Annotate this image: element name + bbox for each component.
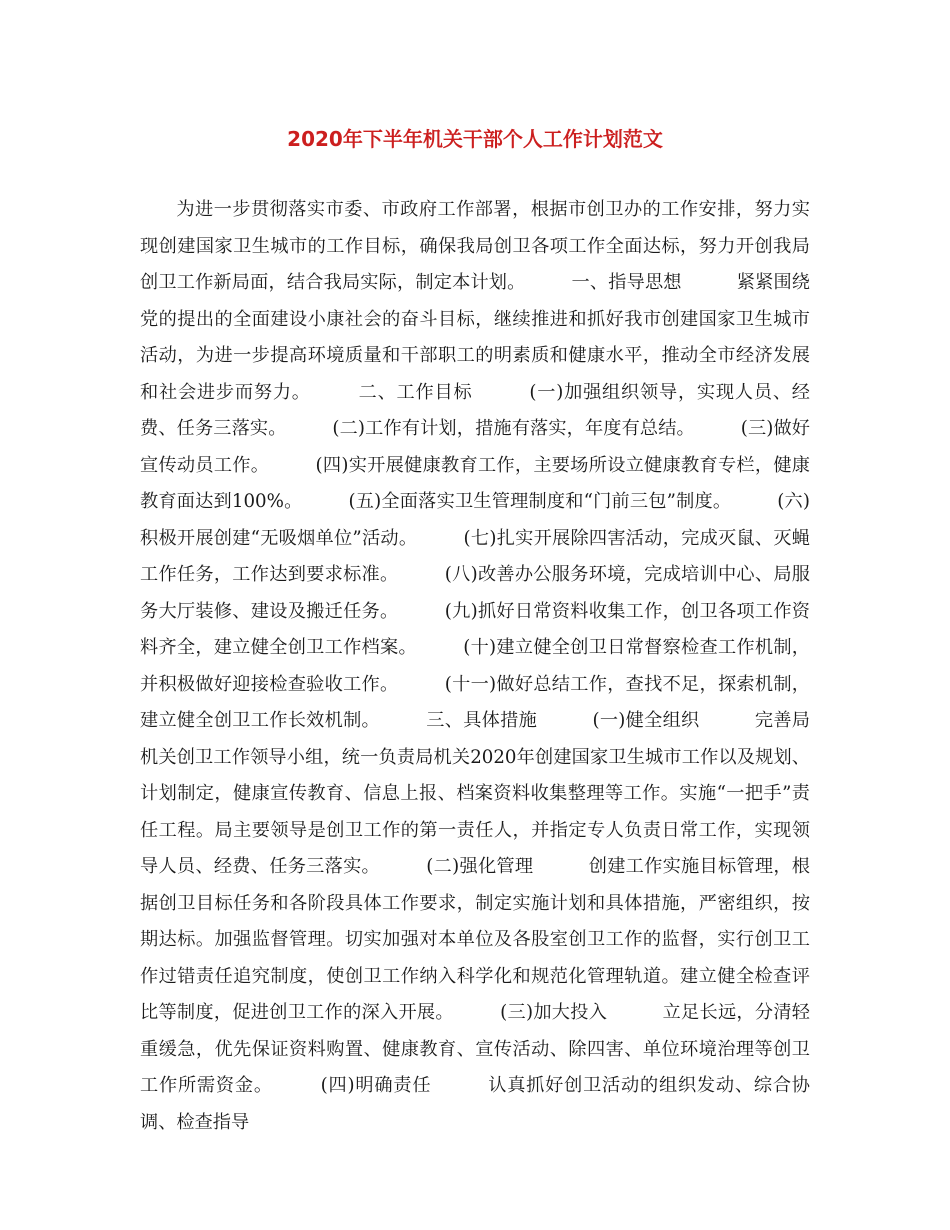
document-body: 为进一步贯彻落实市委、市政府工作部署，根据市创卫办的工作安排，努力实现创建国家卫生城市的工作目标，确保我局创卫各项工作全面达标，努力开创我局创卫工作新局面，结合我局实际，制定本计划。 一、指导思想 紧紧围绕党的提出的全面建设小康社会的奋斗目标，继续推进和抓好我市创建国家卫生城市活动，为进一步提高环境质量和干部职工的明素质和健康水平，推动全市经济发展和社会进步而努力。 二、工作目标 (一)加强组织领导，实现人员、经费、任务三落实。 (二)工作有计划，措施有落实，年度有总结。 (三)做好宣传动员工作。 (四)实开展健康教育工作，主要场所设立健康教育专栏，健康教育面达到100%。 (五)全面落实卫生管理制度和“门前三包”制度。 (六)积极开展创建“无吸烟单位”活动。 (七)扎实开展除四害活动，完成灭鼠、灭蝇工作任务，工作达到要求标准。 (八)改善办公服务环境，完成培训中心、局服务大厅装修、建设及搬迁任务。 (九)抓好日常资料收集工作，创卫各项工作资料齐全，建立健全创卫工作档案。 (十)建立健全创卫日常督察检查工作机制，并积极做好迎接检查验收工作。 (十一)做好总结工作，查找不足，探索机制，建立健全创卫工作长效机制。 三、具体措施 (一)健全组织 完善局机关创卫工作领导小组，统一负责局机关2020年创建国家卫生城市工作以及规划、计划制定，健康宣传教育、信息上报、档案资料收集整理等工作。实施“一把手”责任工程。局主要领导是创卫工作的第一责任人，并指定专人负责日常工作，实现领导人员、经费、任务三落实。 (二)强化管理 创建工作实施目标管理，根据创卫目标任务和各阶段具体工作要求，制定实施计划和具体措施，严密组织，按期达标。加强监督管理。切实加强对本单位及各股室创卫工作的监督，实行创卫工作过错责任追究制度，使创卫工作纳入科学化和规范化管理轨道。建立健全检查评比等制度，促进创卫工作的深入开展。 (三)加大投入 立足长远，分清轻重缓急，优先保证资料购置、健康教育、宣传活动、除四害、单位环境治理等创卫工作所需资金。 (四)明确责任 认真抓好创卫活动的组织发动、综合协调、检查指导 bbox=[140, 199, 810, 1133]
document-title: 2020年下半年机关干部个人工作计划范文 bbox=[287, 127, 663, 151]
